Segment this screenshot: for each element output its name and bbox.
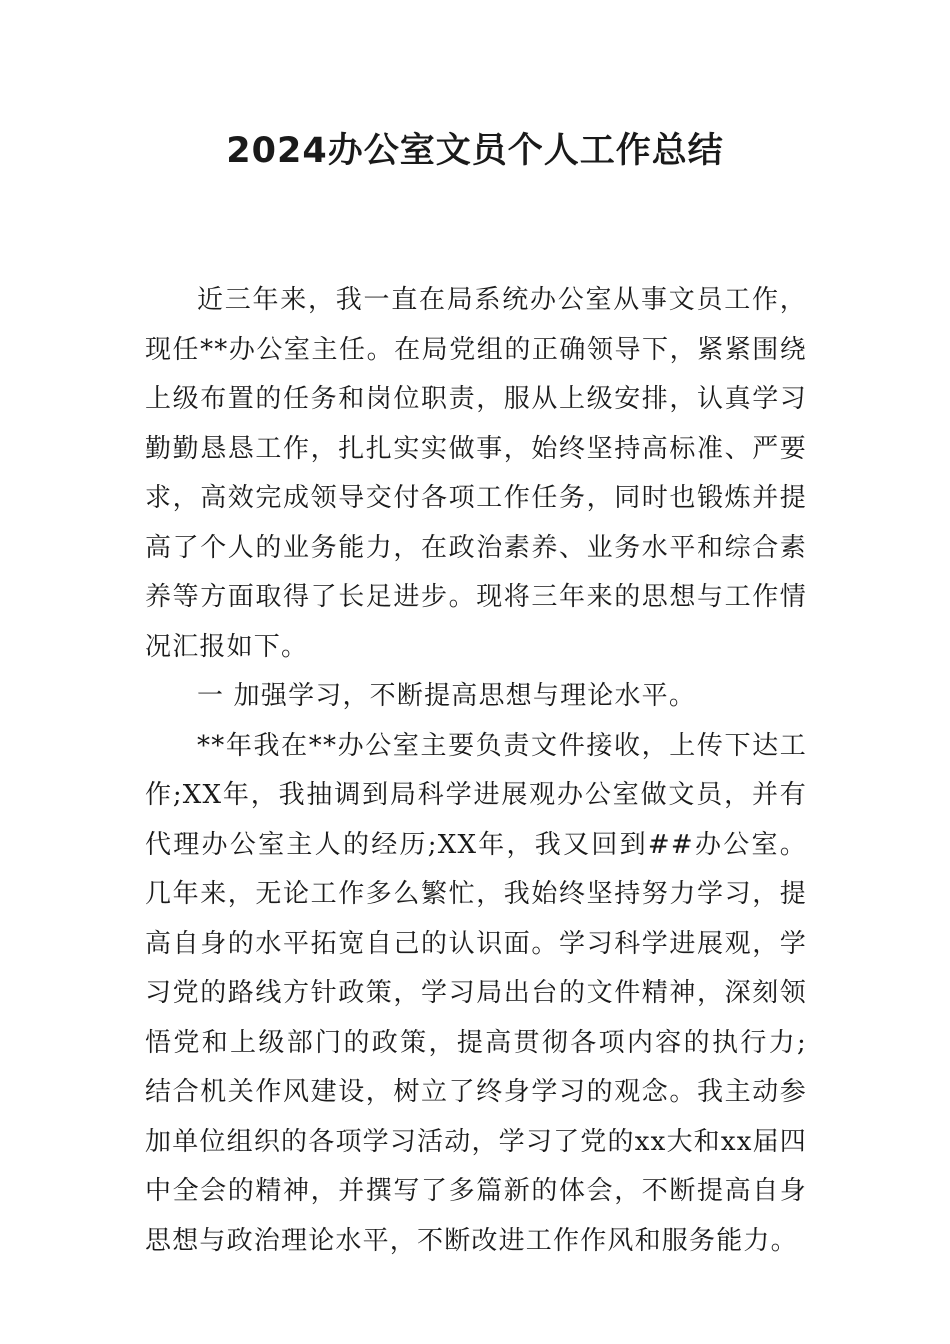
- document-body: [145, 276, 807, 1266]
- paragraph-intro: 近三年来，我一直在局系统办公室从事文员工作，现任**办公室主任。在局党组的正确领导下，紧紧围绕上级布置的任务和岗位职责，服从上级安排，认真学习勤勤恳恳工作，扎扎实实做事，始终坚持高标准、严要求，高效完成领导交付各项工作任务，同时也锻炼并提高了个人的业务能力，在政治素养、业务水平和综合素养等方面取得了长足进步。现将三年来的思想与工作情况汇报如下。: [145, 285, 807, 662]
- paragraph-section-1: **年我在**办公室主要负责文件接收，上传下达工作;XX年，我抽调到局科学进展观办公室做文员，并有代理办公室主人的经历;XX年，我又回到##办公室。几年来，无论工作多么繁忙，我始终坚持努力学习，提高自身的水平拓宽自己的认识面。学习科学进展观，学习党的路线方针政策，学习局出台的文件精神，深刻领悟党和上级部门的政策，提高贯彻各项内容的执行力;结合机关作风建设，树立了终身学习的观念。我主动参加单位组织的各项学习活动，学习了党的xx大和xx届四中全会的精神，并撰写了多篇新的体会，不断提高自身思想与政治理论水平，不断改进工作作风和服务能力。: [145, 730, 807, 1256]
- section-heading-1: 一 加强学习，不断提高思想与理论水平。: [197, 681, 697, 711]
- document-title: 2024办公室文员个人工作总结: [226, 131, 724, 171]
